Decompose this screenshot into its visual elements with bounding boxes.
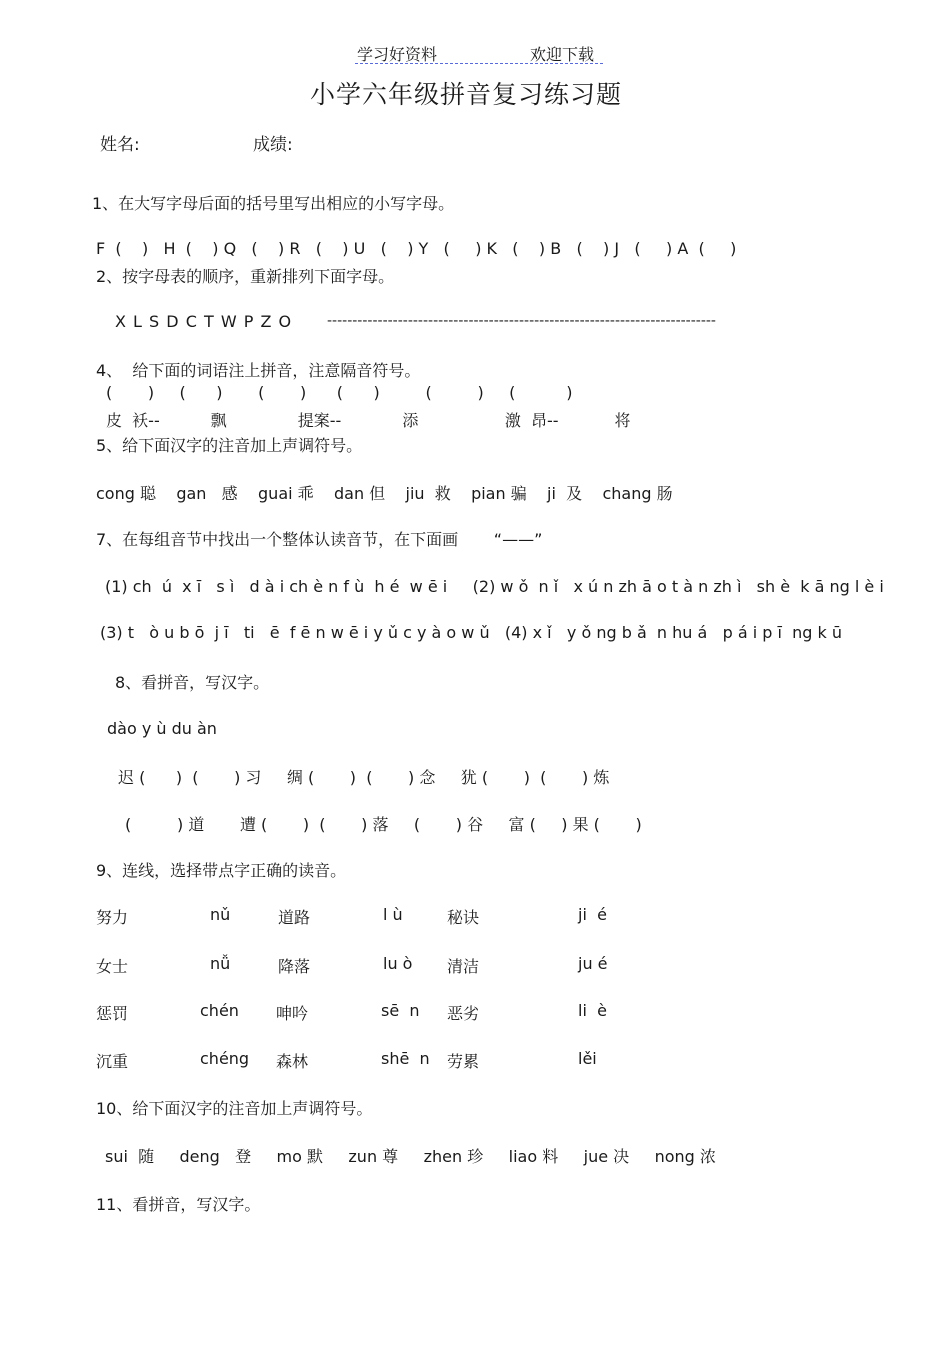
score-label: 成绩: xyxy=(253,135,293,155)
q4-brackets: ( ) ( ) ( ) ( ) ( ) ( ) xyxy=(106,383,573,402)
q10-line: sui 随 deng 登 mo 默 zun 尊 zhen 珍 liao 料 jue 决 nong 浓 xyxy=(105,1147,716,1166)
q10-prompt: 10、给下面汉字的注音加上声调符号。 xyxy=(96,1099,373,1118)
q7-prompt: 7、在每组音节中找出一个整体认读音节，在下面画 “——” xyxy=(96,530,543,549)
q9-word: 呻吟 xyxy=(276,1004,309,1023)
q1-letters-line: F ( ) H ( ) Q ( ) R ( ) U ( ) Y ( ) K ( ) B ( ) J ( ) A ( ) xyxy=(96,239,737,258)
q9-pinyin: lěi xyxy=(578,1049,597,1068)
q9-prompt: 9、连线，选择带点字正确的读音。 xyxy=(96,861,347,880)
q9-word: 清洁 xyxy=(447,957,480,976)
q9-pinyin: ju é xyxy=(578,954,608,973)
q4-words: 皮 袄-- 飘 提案-- 添 激 昂-- 将 xyxy=(106,411,631,430)
q9-word: 沉重 xyxy=(96,1052,129,1071)
q9-word: 秘诀 xyxy=(447,908,480,927)
q9-word: 森林 xyxy=(276,1052,309,1071)
header-divider xyxy=(355,63,603,64)
header-left: 学习好资料 xyxy=(357,45,438,64)
q9-word: 恶劣 xyxy=(447,1004,480,1023)
q5-line: cong 聪 gan 感 guai 乖 dan 但 jiu 救 pian 骗 ji 及 chang 肠 xyxy=(96,484,673,503)
q11-prompt: 11、看拼音，写汉字。 xyxy=(96,1195,261,1214)
q8-pinyin: dào y ù du àn xyxy=(107,719,217,738)
q9-pinyin: nǔ xyxy=(210,905,231,924)
q9-word: 努力 xyxy=(96,908,129,927)
name-label: 姓名: xyxy=(100,135,140,155)
q8-prompt: 8、看拼音，写汉字。 xyxy=(115,673,270,692)
q1-prompt: 1、在大写字母后面的括号里写出相应的小写字母。 xyxy=(92,194,455,213)
q9-pinyin: li è xyxy=(578,1001,607,1020)
q9-pinyin: nǚ xyxy=(210,954,231,973)
q9-pinyin: shē n xyxy=(381,1049,430,1068)
header-right: 欢迎下载 xyxy=(530,45,595,64)
q7-row-1: (1) ch ú x ī s ì d à i ch è n f ù h é w ē i (2) w ǒ n ǐ x ú n zh ā o t à n zh ì sh è k ā ng l è i xyxy=(105,577,884,596)
q9-word: 女士 xyxy=(96,957,129,976)
page-title: 小学六年级拼音复习练习题 xyxy=(310,80,623,109)
q2-prompt: 2、按字母表的顺序，重新排列下面字母。 xyxy=(96,267,395,286)
q9-pinyin: chén xyxy=(200,1001,239,1020)
q9-word: 惩罚 xyxy=(96,1004,129,1023)
q4-prompt: 4、 给下面的词语注上拼音，注意隔音符号。 xyxy=(96,361,421,380)
q9-pinyin: chéng xyxy=(200,1049,250,1068)
q2-answer-line: ----------------------------------------------------------------------------- xyxy=(327,313,716,329)
q5-prompt: 5、给下面汉字的注音加上声调符号。 xyxy=(96,436,363,455)
q9-pinyin: ji é xyxy=(578,905,607,924)
q8-row-1: 迟 ( ) ( ) 习 绸 ( ) ( ) 念 犹 ( ) ( ) 炼 xyxy=(118,768,610,787)
q7-row-2: (3) t ò u b ō j ī ti ē f ē n w ē i y ǔ c y à o w ǔ (4) x ǐ y ǒ ng b ǎ n hu á p á i p ī ng k ū xyxy=(100,623,842,642)
q9-pinyin: l ù xyxy=(383,905,403,924)
q9-word: 道路 xyxy=(278,908,311,927)
q8-row-2: ( ) 道 遭 ( ) ( ) 落 ( ) 谷 富 ( ) 果 ( ) xyxy=(125,815,642,834)
q9-pinyin: sē n xyxy=(381,1001,420,1020)
q9-word: 降落 xyxy=(278,957,311,976)
q9-pinyin: lu ò xyxy=(383,954,413,973)
q9-word: 劳累 xyxy=(447,1052,480,1071)
q2-letters: X L S D C T W P Z O xyxy=(115,312,293,331)
